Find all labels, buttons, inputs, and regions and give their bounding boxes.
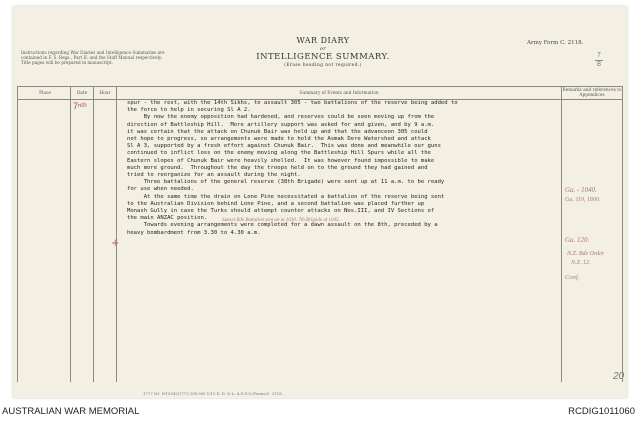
page-number: 20 (613, 371, 625, 382)
column-hour: Hour (99, 91, 111, 96)
summary-text (127, 100, 573, 237)
entry-date: 7ⁿᵗʰ (73, 101, 87, 111)
erase-note: (Erase heading not required.) (284, 62, 362, 67)
summary-line: not hope to progress, so arrangements were made to hold the Asmak Dere Watershed and attack (127, 136, 431, 143)
summary-line: spur - the rest, with the 14th Sikhs, to assault 305 - two battalions of the reserve being added to (127, 100, 458, 106)
remark-1: Ga. - 1040. (565, 186, 597, 194)
summary-line: the force to help in securing Sl A 2. (127, 107, 251, 114)
summary-line: By now the enemy opposition had hardened, and reserves could be seen moving up from the (127, 114, 435, 121)
red-cross-mark: + (111, 238, 120, 249)
grid-line (17, 86, 18, 382)
column-date: Date (76, 91, 88, 96)
summary-line: Monash Gully in case the Turks should attempt counter attacks on Nos.III, and IV Sections of (127, 208, 435, 215)
summary-line: much more ground. Throughout the day the troops held on to the ground they had gained and (127, 164, 428, 171)
column-remarks: Remarks and references to Appendices (562, 88, 622, 98)
summary-line: tried to reorganize for an assault during the night. (127, 172, 301, 179)
summary-line: to the Australian Division behind Lone Pine, and a second battalion was placed further up (127, 200, 425, 207)
instructions-note: Instructions regarding War Diaries and Intelligence Summaries are contained in F. S. Regs., Part II. and the Staff Manual respectively. Title pages will be prepared in manuscript. (21, 50, 165, 65)
remark-4: N.Z. Bde Order (567, 251, 605, 257)
grid-line (622, 86, 623, 382)
handwritten-insert: Sunset Bde Battalion sent on at 1030. 7th Brigade at 1045. (222, 218, 340, 223)
grid-line (116, 86, 117, 382)
summary-line: Three battalions of the general reserve (38th Brigade) were sent up at 11 a.m. to be ready (127, 179, 445, 186)
summary-line: direction of Battleship Hill. More artillery support was asked for and given, and by 9 a.m. (127, 121, 435, 128)
remark-5: N.Z. 12. (571, 260, 591, 266)
summary-line: the main ANZAC position. (127, 215, 208, 222)
summary-line: it was certain that the attack on Chunuk Bair was held up and that the advanceon 305 could (127, 128, 428, 135)
remark-3: Ga. 120. (565, 236, 590, 244)
summary-line: heavy bombardment from 3.30 to 4.30 a.m. (127, 229, 261, 236)
diary-title (233, 36, 413, 68)
record-id: RCDIG1011060 (568, 406, 635, 417)
grid-line (70, 86, 71, 382)
title-or: or (319, 46, 327, 52)
summary-line: Towards evening arrangements were completed for a dawn assault on the 8th, preceded by a (127, 222, 438, 229)
summary-line: Eastern slopes of Chunuk Bair were heavily shelled. It was however found impossible to make (127, 157, 435, 164)
title-intelligence-summary: INTELLIGENCE SUMMARY. (256, 52, 390, 62)
page-marker-bottom: 8 (597, 61, 601, 68)
print-line: 1777 Wt. W10543/1773 100,000 1/15 D. D. & L. A.D.S.S./Forms/C. 2118. (143, 391, 283, 396)
grid-top-rule (17, 86, 623, 87)
summary-line: continued to inflict loss on the enemy moving along the Battleship Hill Spurs while all the (127, 150, 431, 157)
title-war-diary: WAR DIARY (296, 36, 350, 45)
summary-line: for use when needed. (127, 186, 194, 193)
page-marker-top: 7 (597, 52, 601, 59)
remark-6: Conf. (565, 274, 580, 281)
summary-line: Sl A 3, supported by a fresh effort against Chunuk Bair. This was done and meanwhile our guns (127, 143, 441, 150)
remark-2: Ga. 119, 1800. (565, 197, 601, 203)
page-marker (595, 52, 603, 69)
column-place: Place (39, 91, 51, 96)
source-caption: AUSTRALIAN WAR MEMORIAL (2, 406, 140, 417)
grid-line (93, 86, 94, 382)
column-summary: Summary of Events and Information (299, 91, 379, 96)
army-form-label: Army Form C. 2118. (527, 40, 584, 46)
summary-line: At the same time the drain on Lone Pine necessitated a battalion of the reserve being sent (127, 193, 445, 200)
